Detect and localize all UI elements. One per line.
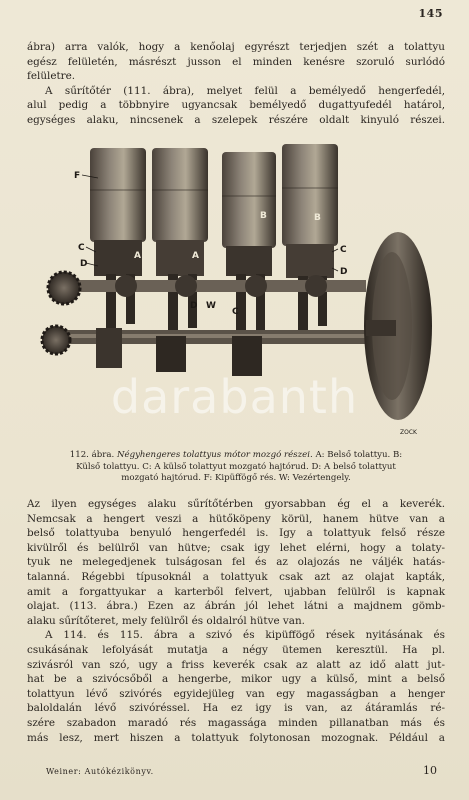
bottom-text-block <box>27 497 445 745</box>
top-text-block <box>27 40 445 128</box>
text-line: baloldalán lévő szivóréssel. Ha ez igy is van, az átáramlás ré- <box>27 702 445 715</box>
label-b-1: B <box>260 211 267 221</box>
text-line: tyuk ne melegedjenek tulságosan fel és az olajozás ne váljék hatás- <box>27 556 445 569</box>
text-line: ábra) arra valók, hogy a kenőolaj egyrészt terjedjen szét a tolattyu <box>27 41 445 53</box>
text-line: szére szabadon maradó rés magassága minden pillanatban más és <box>27 716 445 729</box>
paragraph-ports <box>27 628 445 745</box>
label-f: F <box>74 171 81 181</box>
engraver-signature: ZOCK <box>400 429 417 436</box>
watermark: darabanth <box>110 370 359 424</box>
caption-line-3: mozgató hajtórud. F: Kipüffögő rés. W: Vezértengely. <box>121 473 351 483</box>
text-line: talanná. Régebbi típusoknál a tolattyuk csak azt az olajat kapták, <box>27 570 445 583</box>
caption-line-2: Külső tolattyu. C: A külső tolattyut mozgató hajtórud. D: A belső tolattyut <box>76 461 396 472</box>
footer-book-title: Weiner: Autókézikönyv. <box>46 767 154 776</box>
paragraph-compression-chamber <box>27 84 445 128</box>
timing-gear <box>48 272 80 304</box>
camshaft <box>56 275 376 376</box>
paragraph-cooling <box>27 497 445 628</box>
label-d-2: D <box>340 267 348 277</box>
caption-line-1-rest: A: Belső tolattyu. B: <box>315 450 403 460</box>
text-line: A sűrítőtér (111. ábra), melyet felül a bemélyedő hengerfedél, <box>45 84 445 97</box>
text-line: egységes alaku, nincsenek a szelepek részére oldalt kinyuló részei. <box>27 113 445 126</box>
text-line: amit a forgattyukar a karterből felvert, ujabban felülről is kapnak <box>27 585 445 598</box>
text-line: kivülről és belülről van hütve; csak igy lehet elérni, hogy a tolaty- <box>27 541 445 554</box>
text-line: más lesz, mert hiszen a tolattyuk folytonosan mozognak. Például a <box>27 731 445 744</box>
text-line: hat be a szivócsőből a hengerbe, mikor ugy a külső, mint a belső <box>27 673 445 686</box>
crank-gear <box>42 326 70 354</box>
label-w: W <box>206 301 216 311</box>
text-line: Az ilyen egységes alaku sűrítőtérben gyorsabban ég el a keverék. <box>27 498 445 510</box>
text-line: csukásának lefolyását mutatja a négy ütemen keresztül. Ha pl. <box>27 643 445 656</box>
text-line: alul pedig a többnyire ugyancsak bemélyedő dugattyufedél határol, <box>27 99 445 112</box>
label-b-2: B <box>314 213 321 223</box>
page-number: 145 <box>418 7 443 20</box>
paragraph-continued <box>27 40 445 84</box>
figure-caption <box>27 450 445 485</box>
label-c-2: C <box>340 245 347 255</box>
label-c-1: C <box>78 243 85 253</box>
label-d-3: D <box>190 301 198 311</box>
caption-title: Négyhengeres tolattyus mótor mozgó részei. <box>116 450 313 460</box>
text-line: belső tolattyuba benyuló hengerfedél is. Igy a tolattyuk felső része <box>27 527 445 540</box>
text-line: alaku sűrítőteret, mely felülről és oldalról hütve van. <box>27 614 305 627</box>
text-line: szivásról van szó, ugy a friss keverék csak az alatt az idő alatt jut- <box>27 658 445 671</box>
engine-illustration <box>36 140 436 442</box>
caption-lead: 112. ábra. <box>69 450 115 460</box>
label-a-2: A <box>192 251 199 261</box>
text-line: Nemcsak a hengert veszi a hütőköpeny körül, hanem hütve van a <box>27 512 445 525</box>
label-a-1: A <box>134 251 141 261</box>
text-line: A 114. és 115. ábra a szivó és kipüffögő rések nyitásának és <box>45 629 445 642</box>
text-line: olajat. (113. ábra.) Ezen az ábrán jól lehet látni a majdnem gömb- <box>27 600 445 613</box>
text-line: egész felületén, másrészt jusson el minden kenésre szoruló surlódó <box>27 55 445 68</box>
text-line: felületre. <box>27 70 76 83</box>
text-line: tolattyun lévő szivórés egyidejüleg van egy magasságban a henger <box>27 687 445 700</box>
label-d-1: D <box>80 259 88 269</box>
footer-signature-number: 10 <box>423 764 437 777</box>
flywheel <box>364 232 432 420</box>
sleeve-cylinders <box>90 144 338 278</box>
label-c-3: C <box>232 307 239 317</box>
